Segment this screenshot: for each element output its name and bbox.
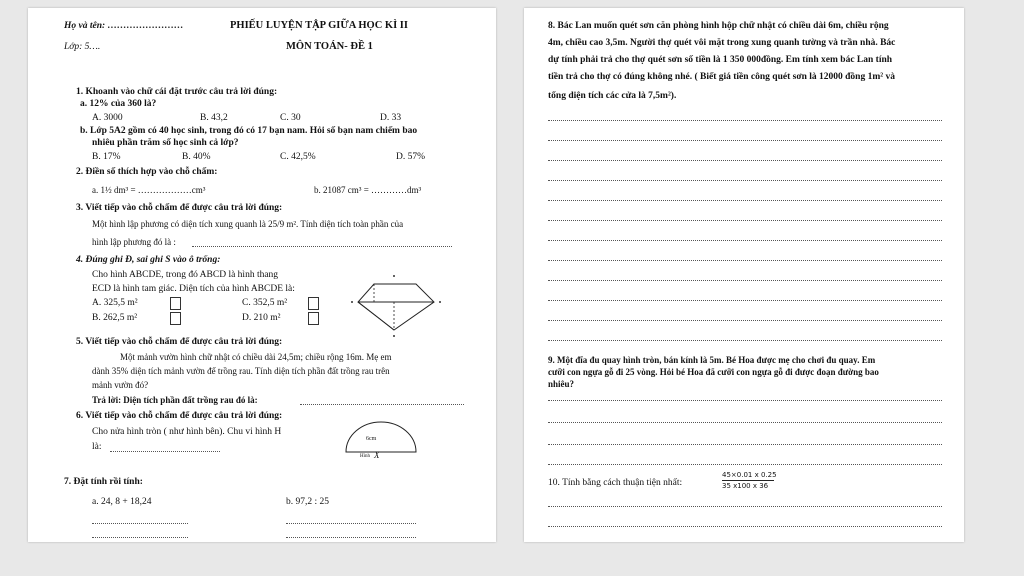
q10-heading: 10. Tính bằng cách thuận tiện nhất:: [548, 478, 683, 488]
q5-answer-line[interactable]: [300, 404, 464, 405]
q7-heading: 7. Đặt tính rồi tính:: [64, 477, 143, 487]
q3-text-line2: hình lập phương đó là :: [92, 237, 176, 247]
q7a-text: a. 24, 8 + 18,24: [92, 497, 152, 507]
q8-answer-line-6[interactable]: [548, 220, 942, 221]
q7b-work-line-2[interactable]: [286, 537, 416, 538]
q9-answer-line-4[interactable]: [548, 464, 942, 465]
q6-heading: 6. Viết tiếp vào chỗ chấm để được câu trả lời đúng:: [76, 411, 283, 421]
q2b-text: b. 21087 cm³ = …………dm³: [314, 185, 422, 195]
q3-heading: 3. Viết tiếp vào chỗ chấm để được câu trả lời đúng:: [76, 203, 283, 213]
figure-caption-mark: X: [374, 450, 380, 460]
q10-fraction-bar: [722, 480, 774, 481]
q8-text-line3: dự tính phải trả cho thợ quét sơn số tiền là 1 350 000đồng. Em tính xem bác Lan tính: [548, 55, 893, 65]
q8-text-line5: tổng diện tích các cửa là 7,5m²).: [548, 91, 677, 101]
q4-text-line2: ECD là hình tam giác. Diện tích của hình ABCDE là:: [92, 284, 295, 294]
q9-text-line1: 9. Một đĩa đu quay hình tròn, bán kính là 5m. Bé Hoa được mẹ cho chơi đu quay. Em: [548, 355, 876, 365]
q5-answer-label: Trả lời: Diện tích phần đất trồng rau đó là:: [92, 395, 258, 405]
figure-caption: Hình: [360, 454, 370, 459]
q8-answer-line-2[interactable]: [548, 140, 942, 141]
semicircle-figure: [340, 418, 422, 458]
q9-answer-line-3[interactable]: [548, 444, 942, 445]
q1b-text-line1: b. Lớp 5A2 gồm có 40 học sinh, trong đó có 17 bạn nam. Hỏi số bạn nam chiếm bao: [80, 126, 418, 136]
q1a-option-b[interactable]: B. 43,2: [200, 113, 228, 123]
q8-text-line4: tiền trả cho thợ có đúng không nhé. ( Biết giá tiền công quét sơn là 12000 đồng 1m² và: [548, 72, 895, 82]
q4-heading: 4. Đúng ghi Đ, sai ghi S vào ô trống:: [76, 255, 221, 265]
q10-denominator: 35 x100 x 36: [722, 482, 769, 490]
q8-answer-line-1[interactable]: [548, 120, 942, 121]
q8-answer-line-8[interactable]: [548, 260, 942, 261]
q8-answer-line-3[interactable]: [548, 160, 942, 161]
q1a-option-c[interactable]: C. 30: [280, 113, 301, 123]
q1b-option-d[interactable]: D. 57%: [396, 152, 426, 162]
q2-heading: 2. Điền số thích hợp vào chỗ chấm:: [76, 167, 218, 177]
q5-text-line1: Một mảnh vườn hình chữ nhật có chiều dài 24,5m; chiều rộng 16m. Mẹ em: [120, 352, 392, 362]
q6-answer-line[interactable]: [110, 451, 220, 452]
q1-heading: 1. Khoanh vào chữ cái đặt trước câu trả lời đúng:: [76, 87, 278, 97]
q1a-option-a[interactable]: A. 3000: [92, 113, 123, 123]
q9-text-line2: cưỡi con ngựa gỗ đi 25 vòng. Hỏi bé Hoa đã cưỡi con ngựa gỗ đi được đoạn đường bao: [548, 367, 879, 377]
q5-text-line3: mảnh vườn đó?: [92, 380, 149, 390]
q8-answer-line-4[interactable]: [548, 180, 942, 181]
q4-option-b: B. 262,5 m²: [92, 313, 138, 323]
q8-answer-line-10[interactable]: [548, 300, 942, 301]
name-label: Họ và tên: ……………………: [64, 21, 184, 31]
pentagon-figure-abcde: [344, 264, 448, 340]
q3-answer-line[interactable]: [192, 246, 452, 247]
q4-answer-box-c[interactable]: [308, 297, 319, 310]
q7a-work-line-2[interactable]: [92, 537, 188, 538]
q4-answer-box-d[interactable]: [308, 312, 319, 325]
q10-answer-line-1[interactable]: [548, 506, 942, 507]
q1a-option-d[interactable]: D. 33: [380, 113, 402, 123]
q10-answer-line-2[interactable]: [548, 526, 942, 527]
q1a-text: a. 12% của 360 là?: [80, 99, 157, 109]
q4-text-line1: Cho hình ABCDE, trong đó ABCD là hình thang: [92, 270, 279, 280]
q1b-option-b1[interactable]: B. 17%: [92, 152, 121, 162]
q2a-text: a. 1½ dm³ = ………………cm³: [92, 185, 206, 195]
q8-answer-line-9[interactable]: [548, 280, 942, 281]
q9-text-line3: nhiêu?: [548, 379, 575, 389]
q1b-option-c[interactable]: C. 42,5%: [280, 152, 316, 162]
q8-text-line1: 8. Bác Lan muốn quét sơn căn phòng hình hộp chữ nhật có chiều dài 6m, chiều rộng: [548, 21, 889, 31]
q9-answer-line-1[interactable]: [548, 400, 942, 401]
q4-option-a: A. 325,5 m²: [92, 298, 138, 308]
worksheet-subtitle: MÔN TOÁN- ĐỀ 1: [286, 41, 373, 52]
q6-text-line2: là:: [92, 442, 102, 452]
q8-answer-line-5[interactable]: [548, 200, 942, 201]
q1b-option-b2[interactable]: B. 40%: [182, 152, 211, 162]
q3-text-line1: Một hình lập phương có diện tích xung quanh là 25/9 m². Tính diện tích toàn phần của: [92, 219, 404, 229]
q1b-text-line2: nhiêu phần trăm số học sinh cả lớp?: [92, 138, 239, 148]
q9-answer-line-2[interactable]: [548, 422, 942, 423]
q8-answer-line-12[interactable]: [548, 340, 942, 341]
q6-text-line1: Cho nửa hình tròn ( như hình bên). Chu vi hình H: [92, 427, 282, 437]
q10-numerator: 45×0.01 x 0.25: [722, 471, 777, 479]
class-label: Lớp: 5….: [64, 42, 101, 52]
q4-option-c: C. 352,5 m²: [242, 298, 288, 308]
q8-text-line2: 4m, chiều cao 3,5m. Người thợ quét vôi mặt trong xung quanh tường và trần nhà. Bác: [548, 38, 896, 48]
worksheet-page-right: [524, 8, 964, 542]
worksheet-title: PHIẾU LUYỆN TẬP GIỮA HỌC KÌ II: [230, 20, 408, 31]
worksheet-page-left: [28, 8, 496, 542]
q8-answer-line-11[interactable]: [548, 320, 942, 321]
q4-answer-box-a[interactable]: [170, 297, 181, 310]
q5-text-line2: dành 35% diện tích mảnh vườn để trồng rau. Tính diện tích phần đất trồng rau trên: [92, 366, 390, 376]
q4-option-d: D. 210 m²: [242, 313, 281, 323]
q7a-work-line-1[interactable]: [92, 523, 188, 524]
semicircle-diameter-label: 6cm: [366, 436, 377, 442]
q4-answer-box-b[interactable]: [170, 312, 181, 325]
q8-answer-line-7[interactable]: [548, 240, 942, 241]
q5-heading: 5. Viết tiếp vào chỗ chấm để được câu trả lời đúng:: [76, 337, 283, 347]
q7b-text: b. 97,2 : 25: [286, 497, 330, 507]
q7b-work-line-1[interactable]: [286, 523, 416, 524]
